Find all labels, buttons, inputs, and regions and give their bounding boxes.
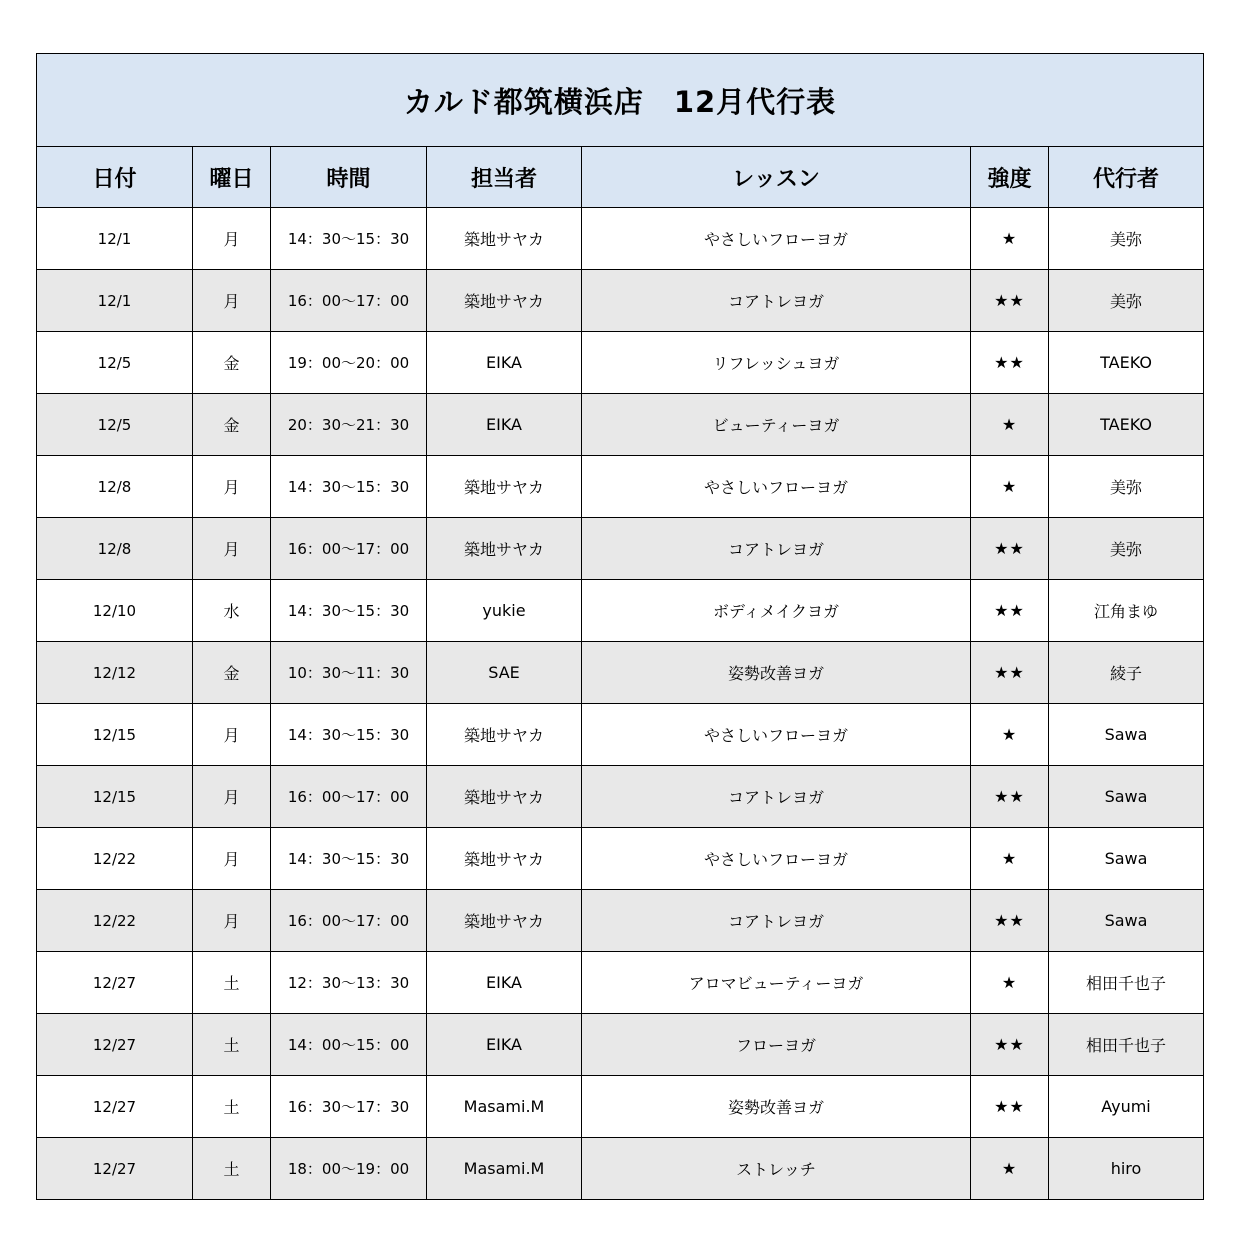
table-row — [37, 1138, 1204, 1200]
day-cell: 土 — [193, 952, 271, 1014]
lesson-cell: やさしいフローヨガ — [582, 208, 971, 270]
lesson-cell: コアトレヨガ — [582, 890, 971, 952]
table-row — [37, 394, 1204, 456]
lesson-cell: コアトレヨガ — [582, 518, 971, 580]
instructor-cell: 築地サヤカ — [427, 270, 582, 332]
intensity-cell: ★★ — [971, 1076, 1049, 1138]
lesson-cell: やさしいフローヨガ — [582, 456, 971, 518]
day-cell: 月 — [193, 890, 271, 952]
instructor-cell: 築地サヤカ — [427, 208, 582, 270]
time-cell: 14：30～15：30 — [271, 208, 427, 270]
table-row — [37, 766, 1204, 828]
date-cell: 12/1 — [37, 208, 193, 270]
substitute-cell: Sawa — [1049, 766, 1204, 828]
date-cell: 12/8 — [37, 518, 193, 580]
time-cell: 16：00～17：00 — [271, 890, 427, 952]
instructor-cell: EIKA — [427, 952, 582, 1014]
date-cell: 12/15 — [37, 704, 193, 766]
substitute-cell: Sawa — [1049, 890, 1204, 952]
column-header-date: 日付 — [37, 147, 193, 208]
instructor-cell: 築地サヤカ — [427, 456, 582, 518]
day-cell: 月 — [193, 518, 271, 580]
date-cell: 12/15 — [37, 766, 193, 828]
lesson-cell: フローヨガ — [582, 1014, 971, 1076]
intensity-cell: ★★ — [971, 580, 1049, 642]
intensity-cell: ★ — [971, 704, 1049, 766]
date-cell: 12/22 — [37, 828, 193, 890]
day-cell: 土 — [193, 1014, 271, 1076]
date-cell: 12/27 — [37, 952, 193, 1014]
substitute-cell: TAEKO — [1049, 394, 1204, 456]
column-header-day: 曜日 — [193, 147, 271, 208]
column-header-lesson: レッスン — [582, 147, 971, 208]
intensity-cell: ★★ — [971, 642, 1049, 704]
time-cell: 16：30～17：30 — [271, 1076, 427, 1138]
lesson-cell: やさしいフローヨガ — [582, 828, 971, 890]
column-header-time: 時間 — [271, 147, 427, 208]
day-cell: 金 — [193, 394, 271, 456]
time-cell: 16：00～17：00 — [271, 766, 427, 828]
substitute-cell: 美弥 — [1049, 518, 1204, 580]
substitute-cell: TAEKO — [1049, 332, 1204, 394]
substitute-cell: 相田千也子 — [1049, 952, 1204, 1014]
column-header-substitute: 代行者 — [1049, 147, 1204, 208]
substitute-cell: 綾子 — [1049, 642, 1204, 704]
lesson-cell: ボディメイクヨガ — [582, 580, 971, 642]
substitute-cell: 美弥 — [1049, 270, 1204, 332]
instructor-cell: 築地サヤカ — [427, 518, 582, 580]
instructor-cell: 築地サヤカ — [427, 890, 582, 952]
day-cell: 月 — [193, 456, 271, 518]
substitute-cell: 美弥 — [1049, 456, 1204, 518]
day-cell: 金 — [193, 332, 271, 394]
intensity-cell: ★ — [971, 208, 1049, 270]
instructor-cell: Masami.M — [427, 1138, 582, 1200]
time-cell: 14：30～15：30 — [271, 828, 427, 890]
day-cell: 金 — [193, 642, 271, 704]
table-row — [37, 890, 1204, 952]
date-cell: 12/1 — [37, 270, 193, 332]
table-row — [37, 580, 1204, 642]
lesson-cell: コアトレヨガ — [582, 270, 971, 332]
time-cell: 12：30～13：30 — [271, 952, 427, 1014]
time-cell: 14：30～15：30 — [271, 704, 427, 766]
intensity-cell: ★★ — [971, 518, 1049, 580]
instructor-cell: SAE — [427, 642, 582, 704]
date-cell: 12/27 — [37, 1138, 193, 1200]
day-cell: 月 — [193, 766, 271, 828]
intensity-cell: ★ — [971, 828, 1049, 890]
date-cell: 12/10 — [37, 580, 193, 642]
table-row — [37, 704, 1204, 766]
intensity-cell: ★ — [971, 456, 1049, 518]
lesson-cell: ストレッチ — [582, 1138, 971, 1200]
time-cell: 19：00～20：00 — [271, 332, 427, 394]
substitute-cell: Sawa — [1049, 828, 1204, 890]
column-header-instructor: 担当者 — [427, 147, 582, 208]
lesson-cell: リフレッシュヨガ — [582, 332, 971, 394]
substitute-cell: Ayumi — [1049, 1076, 1204, 1138]
time-cell: 18：00～19：00 — [271, 1138, 427, 1200]
table-row — [37, 518, 1204, 580]
time-cell: 16：00～17：00 — [271, 518, 427, 580]
instructor-cell: Masami.M — [427, 1076, 582, 1138]
lesson-cell: 姿勢改善ヨガ — [582, 642, 971, 704]
instructor-cell: yukie — [427, 580, 582, 642]
intensity-cell: ★★ — [971, 766, 1049, 828]
instructor-cell: 築地サヤカ — [427, 704, 582, 766]
instructor-cell: EIKA — [427, 1014, 582, 1076]
lesson-cell: ビューティーヨガ — [582, 394, 971, 456]
table-row — [37, 1076, 1204, 1138]
header-row — [37, 147, 1204, 208]
lesson-cell: アロマビューティーヨガ — [582, 952, 971, 1014]
time-cell: 14：30～15：30 — [271, 456, 427, 518]
table-title: カルド都筑横浜店 12月代行表 — [37, 54, 1204, 147]
time-cell: 14：30～15：30 — [271, 580, 427, 642]
lesson-cell: コアトレヨガ — [582, 766, 971, 828]
instructor-cell: EIKA — [427, 394, 582, 456]
intensity-cell: ★ — [971, 952, 1049, 1014]
time-cell: 14：00～15：00 — [271, 1014, 427, 1076]
table-row — [37, 642, 1204, 704]
title-row — [37, 54, 1204, 147]
column-header-intensity: 強度 — [971, 147, 1049, 208]
date-cell: 12/5 — [37, 332, 193, 394]
day-cell: 土 — [193, 1138, 271, 1200]
substitute-schedule-table — [36, 53, 1204, 1200]
substitute-cell: Sawa — [1049, 704, 1204, 766]
table-row — [37, 1014, 1204, 1076]
date-cell: 12/27 — [37, 1014, 193, 1076]
table-body — [37, 208, 1204, 1200]
lesson-cell: やさしいフローヨガ — [582, 704, 971, 766]
time-cell: 16：00～17：00 — [271, 270, 427, 332]
date-cell: 12/12 — [37, 642, 193, 704]
intensity-cell: ★★ — [971, 1014, 1049, 1076]
time-cell: 10：30～11：30 — [271, 642, 427, 704]
lesson-cell: 姿勢改善ヨガ — [582, 1076, 971, 1138]
intensity-cell: ★ — [971, 394, 1049, 456]
date-cell: 12/8 — [37, 456, 193, 518]
table-row — [37, 456, 1204, 518]
schedule-sheet — [36, 53, 1203, 1200]
intensity-cell: ★ — [971, 1138, 1049, 1200]
intensity-cell: ★★ — [971, 270, 1049, 332]
table-row — [37, 828, 1204, 890]
day-cell: 月 — [193, 270, 271, 332]
intensity-cell: ★★ — [971, 332, 1049, 394]
date-cell: 12/5 — [37, 394, 193, 456]
instructor-cell: EIKA — [427, 332, 582, 394]
substitute-cell: 相田千也子 — [1049, 1014, 1204, 1076]
table-row — [37, 208, 1204, 270]
substitute-cell: 江角まゆ — [1049, 580, 1204, 642]
substitute-cell: hiro — [1049, 1138, 1204, 1200]
instructor-cell: 築地サヤカ — [427, 766, 582, 828]
table-row — [37, 952, 1204, 1014]
date-cell: 12/27 — [37, 1076, 193, 1138]
time-cell: 20：30～21：30 — [271, 394, 427, 456]
day-cell: 月 — [193, 704, 271, 766]
instructor-cell: 築地サヤカ — [427, 828, 582, 890]
table-row — [37, 270, 1204, 332]
day-cell: 月 — [193, 208, 271, 270]
day-cell: 月 — [193, 828, 271, 890]
day-cell: 土 — [193, 1076, 271, 1138]
date-cell: 12/22 — [37, 890, 193, 952]
table-row — [37, 332, 1204, 394]
intensity-cell: ★★ — [971, 890, 1049, 952]
substitute-cell: 美弥 — [1049, 208, 1204, 270]
day-cell: 水 — [193, 580, 271, 642]
